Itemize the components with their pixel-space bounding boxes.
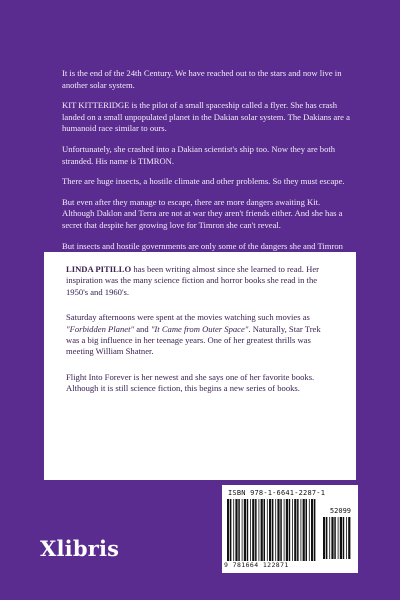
isbn-barcode [222, 485, 358, 573]
author-name: LINDA PITILLO [66, 264, 132, 274]
synopsis-paragraph: It is the end of the 24th Century. We have reached out to the stars and now live in another solar system. [62, 68, 342, 90]
movie-title: "Forbidden Planet" [66, 323, 135, 334]
price-code: 52099 [329, 507, 351, 515]
synopsis [62, 68, 352, 273]
price-barcode-bars [322, 517, 352, 559]
movie-title: "It Came from Outer Space" [150, 323, 249, 334]
bio-paragraph: LINDA PITILLO has been writing almost since she learned to read. Her inspiration was the many science fiction and horror books she read in the 1950's and 1960's. [66, 264, 319, 297]
character-name: KIT KITTERIDGE [62, 100, 130, 111]
bio-paragraph: Flight Into Forever is her newest and she says one of her favorite books. Although it is still science fiction, this begins a new series of books. [66, 371, 315, 394]
synopsis-paragraph: But even after they manage to escape, there are more dangers awaiting Kit. Although Daklon and Terra are not at war they aren't friends either. And she has a secret that despite her growing love for Timron she can't reveal. [62, 196, 343, 230]
synopsis-paragraph: KIT KITTERIDGE is the pilot of a small spaceship called a flyer. She has crash landed on a small unpopulated planet in the Dakian solar system. The Dakians are a humanoid race similar to ours. [62, 100, 350, 134]
author-bio [66, 264, 336, 403]
ean-digits: 9 781664 122871 [224, 561, 289, 569]
synopsis-paragraph: But insects and hostile governments are only some of the dangers she and Timron [62, 240, 343, 251]
publisher-logo: Xlibris [40, 536, 120, 561]
isbn-text: ISBN 978-1-6641-2287-1 [228, 489, 326, 497]
author-bio-panel [44, 252, 356, 480]
synopsis-paragraph: There are huge insects, a hostile climate and other problems. So they must escape. [62, 176, 345, 187]
bio-paragraph: Saturday afternoons were spent at the movies watching such movies as "Forbidden Planet" and "It Came from Outer Space". Naturally, Star Trek was a big influence in her teenage years. One of her greatest thrills was meeting William Shatner. [66, 312, 321, 357]
barcode-bars [226, 499, 318, 561]
synopsis-paragraph: Unfortunately, she crashed into a Dakian scientist's ship too. Now they are both stranded. His name is TIMRON. [62, 143, 336, 166]
